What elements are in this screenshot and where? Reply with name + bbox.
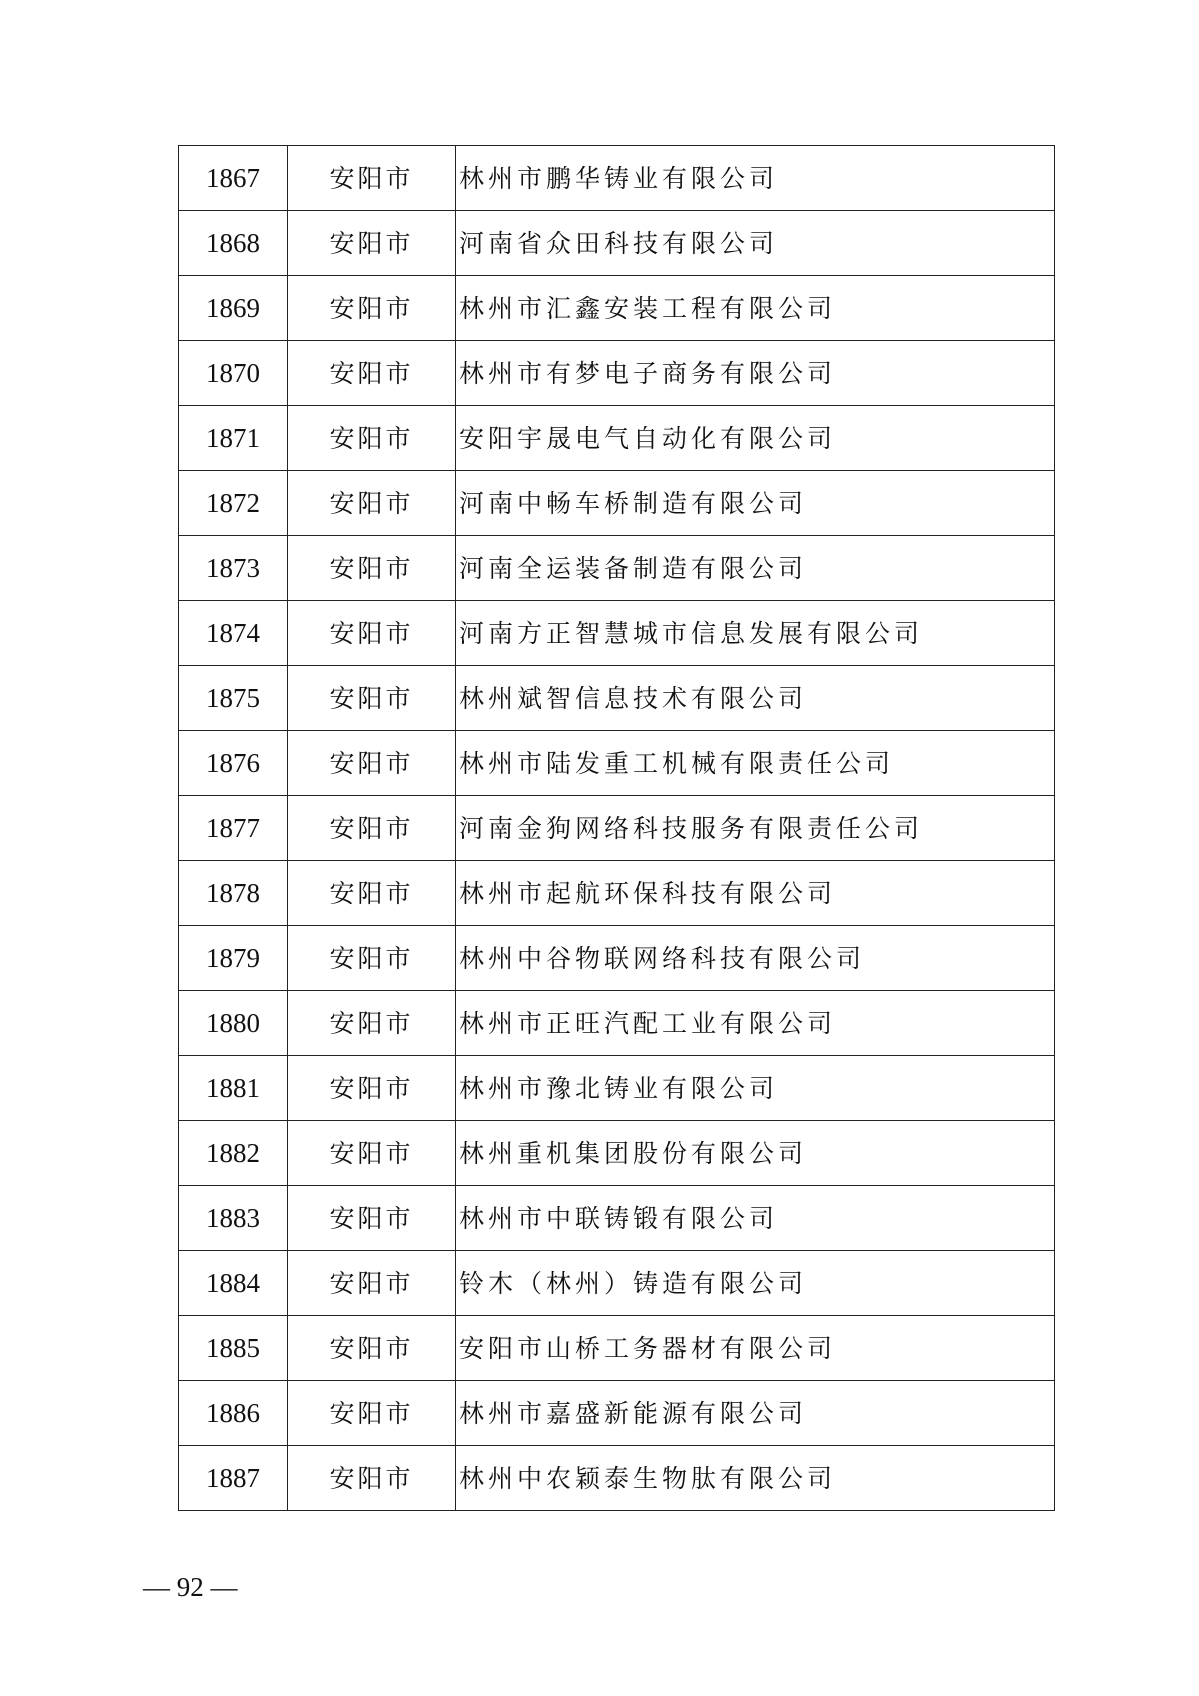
company-name-cell: 河南金狗网络科技服务有限责任公司 [456,796,1055,861]
row-number-cell: 1882 [179,1121,288,1186]
table-row [179,731,1055,796]
row-number-cell: 1874 [179,601,288,666]
company-name-cell: 林州斌智信息技术有限公司 [456,666,1055,731]
company-name-cell: 安阳宇晟电气自动化有限公司 [456,406,1055,471]
company-name-cell: 铃木（林州）铸造有限公司 [456,1251,1055,1316]
city-cell: 安阳市 [288,1381,456,1446]
company-name-cell: 林州市有梦电子商务有限公司 [456,341,1055,406]
row-number-cell: 1876 [179,731,288,796]
row-number-cell: 1881 [179,1056,288,1121]
table-row [179,991,1055,1056]
company-name-cell: 林州市鹏华铸业有限公司 [456,146,1055,211]
row-number-cell: 1883 [179,1186,288,1251]
table-row [179,601,1055,666]
city-cell: 安阳市 [288,276,456,341]
company-name-cell: 林州中谷物联网络科技有限公司 [456,926,1055,991]
table-row [179,471,1055,536]
table-row [179,1446,1055,1511]
company-name-cell: 林州中农颖泰生物肽有限公司 [456,1446,1055,1511]
city-cell: 安阳市 [288,1316,456,1381]
table-row [179,276,1055,341]
company-list-table [178,145,1055,1511]
city-cell: 安阳市 [288,1186,456,1251]
company-name-cell: 林州市中联铸锻有限公司 [456,1186,1055,1251]
city-cell: 安阳市 [288,536,456,601]
city-cell: 安阳市 [288,861,456,926]
table-row [179,1121,1055,1186]
row-number-cell: 1871 [179,406,288,471]
city-cell: 安阳市 [288,796,456,861]
table-body [179,146,1055,1511]
city-cell: 安阳市 [288,1251,456,1316]
row-number-cell: 1870 [179,341,288,406]
row-number-cell: 1869 [179,276,288,341]
company-name-cell: 河南全运装备制造有限公司 [456,536,1055,601]
table-row [179,1186,1055,1251]
city-cell: 安阳市 [288,146,456,211]
table-row [179,1316,1055,1381]
row-number-cell: 1879 [179,926,288,991]
row-number-cell: 1887 [179,1446,288,1511]
table-row [179,796,1055,861]
table-row [179,1381,1055,1446]
row-number-cell: 1880 [179,991,288,1056]
table-row [179,341,1055,406]
company-name-cell: 林州市陆发重工机械有限责任公司 [456,731,1055,796]
city-cell: 安阳市 [288,211,456,276]
company-name-cell: 林州市起航环保科技有限公司 [456,861,1055,926]
company-name-cell: 林州市正旺汽配工业有限公司 [456,991,1055,1056]
city-cell: 安阳市 [288,1056,456,1121]
row-number-cell: 1878 [179,861,288,926]
row-number-cell: 1872 [179,471,288,536]
row-number-cell: 1868 [179,211,288,276]
city-cell: 安阳市 [288,406,456,471]
table-row [179,536,1055,601]
city-cell: 安阳市 [288,991,456,1056]
company-name-cell: 林州市嘉盛新能源有限公司 [456,1381,1055,1446]
company-name-cell: 河南方正智慧城市信息发展有限公司 [456,601,1055,666]
row-number-cell: 1875 [179,666,288,731]
company-name-cell: 河南中畅车桥制造有限公司 [456,471,1055,536]
table-row [179,211,1055,276]
table-row [179,666,1055,731]
company-name-cell: 林州市豫北铸业有限公司 [456,1056,1055,1121]
city-cell: 安阳市 [288,1121,456,1186]
row-number-cell: 1877 [179,796,288,861]
table-row [179,1251,1055,1316]
table-row [179,406,1055,471]
table-row [179,1056,1055,1121]
city-cell: 安阳市 [288,731,456,796]
city-cell: 安阳市 [288,1446,456,1511]
city-cell: 安阳市 [288,341,456,406]
table-row [179,926,1055,991]
company-name-cell: 林州市汇鑫安装工程有限公司 [456,276,1055,341]
page-number: — 92 — [143,1572,238,1602]
company-name-cell: 安阳市山桥工务器材有限公司 [456,1316,1055,1381]
city-cell: 安阳市 [288,471,456,536]
company-name-cell: 林州重机集团股份有限公司 [456,1121,1055,1186]
row-number-cell: 1884 [179,1251,288,1316]
row-number-cell: 1886 [179,1381,288,1446]
city-cell: 安阳市 [288,926,456,991]
table-row [179,861,1055,926]
city-cell: 安阳市 [288,666,456,731]
row-number-cell: 1867 [179,146,288,211]
company-name-cell: 河南省众田科技有限公司 [456,211,1055,276]
table-row [179,146,1055,211]
row-number-cell: 1873 [179,536,288,601]
row-number-cell: 1885 [179,1316,288,1381]
city-cell: 安阳市 [288,601,456,666]
